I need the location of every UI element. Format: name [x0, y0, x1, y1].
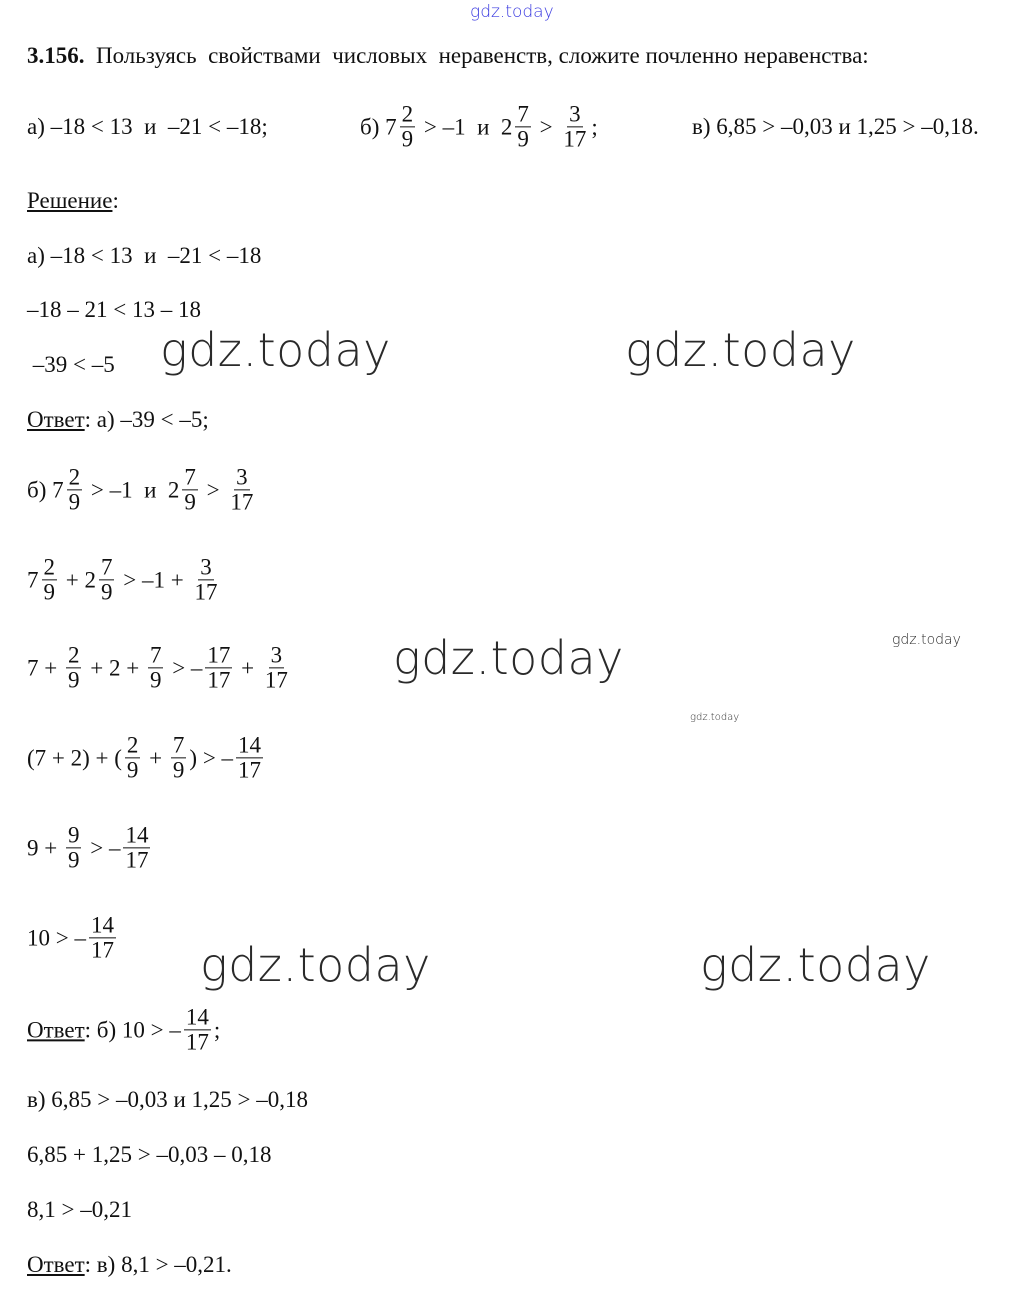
solution-line	[27, 352, 115, 378]
denominator: 17	[207, 667, 231, 693]
numerator: 7	[100, 554, 113, 580]
denominator: 17	[238, 757, 262, 783]
denominator: 9	[184, 489, 196, 515]
watermark: gdz.today	[625, 323, 856, 377]
denominator: 9	[517, 126, 529, 152]
denominator: 9	[67, 667, 80, 693]
solution-line	[27, 1005, 220, 1054]
math-text: ;	[591, 114, 598, 139]
watermark: gdz.today	[393, 631, 624, 685]
math-text: 8,1 > –0,21	[27, 1197, 132, 1222]
fraction	[67, 465, 83, 514]
solution-line	[27, 243, 261, 269]
math-text: +	[235, 655, 260, 680]
numerator: 7	[517, 101, 529, 127]
math-text: : в) 8,1 > –0,21.	[84, 1252, 232, 1277]
denominator: 17	[230, 489, 254, 515]
fraction	[42, 555, 58, 604]
fraction	[561, 102, 588, 151]
watermark-small: gdz.today	[690, 712, 740, 723]
watermark-top: gdz.today	[470, 2, 554, 22]
fraction	[123, 823, 150, 872]
numerator: 14	[90, 912, 114, 938]
math-text: 9 +	[27, 835, 63, 860]
math-text: > –1 +	[117, 567, 190, 592]
math-text: а) –18 < 13 и –21 < –18	[27, 243, 262, 268]
numerator: 7	[184, 464, 196, 490]
math-text: 6,85 + 1,25 > –0,03 – 0,18	[27, 1142, 272, 1167]
answer-label: Ответ	[27, 1017, 85, 1042]
numerator: 7	[172, 732, 185, 758]
numerator: 2	[68, 464, 81, 490]
math-text: 10 > –	[27, 925, 86, 950]
math-text: : а) –39 < –5;	[84, 407, 209, 432]
denominator: 17	[90, 937, 114, 963]
denominator: 17	[125, 847, 149, 873]
fraction	[263, 643, 290, 692]
fraction	[184, 1005, 211, 1054]
numerator: 7	[149, 642, 162, 668]
problem-header	[27, 43, 869, 69]
denominator: 17	[194, 579, 218, 605]
math-text: +	[143, 745, 168, 770]
math-text: Пользуясь свойствами числовых неравенств, сложите почленно неравенства:	[84, 43, 869, 68]
fraction	[236, 733, 263, 782]
math-text: >	[533, 114, 559, 139]
solution-line	[27, 1142, 271, 1168]
solution-line	[27, 555, 222, 604]
watermark: gdz.today	[700, 938, 931, 992]
denominator: 17	[185, 1029, 209, 1055]
numerator: 2	[67, 642, 80, 668]
math-text: > –	[84, 835, 121, 860]
denominator: 17	[264, 667, 288, 693]
fraction	[515, 102, 531, 151]
math-text: > –1 и 2	[85, 477, 180, 502]
solution-line	[27, 823, 153, 872]
numerator: 14	[238, 732, 262, 758]
denominator: 9	[401, 126, 414, 152]
math-text: >	[200, 477, 226, 502]
math-text: 3.156.	[27, 43, 85, 68]
math-text: в) 6,85 > –0,03 и 1,25 > –0,18.	[692, 114, 979, 139]
task-b	[360, 102, 598, 151]
solution-line	[27, 643, 293, 692]
watermark: gdz.today	[160, 323, 391, 377]
denominator: 17	[563, 126, 587, 152]
math-text: –39 < –5	[27, 352, 115, 377]
fraction	[400, 102, 416, 151]
fraction	[228, 465, 255, 514]
numerator: 3	[270, 642, 283, 668]
solution-line	[27, 297, 201, 323]
denominator: 9	[67, 847, 80, 873]
watermark-small: gdz.today	[892, 632, 961, 648]
math-text: ;	[213, 1017, 221, 1042]
math-text: ) > –	[189, 745, 234, 770]
answer-label: Ответ	[27, 407, 85, 432]
denominator: 9	[172, 757, 185, 783]
solution-line	[27, 1197, 132, 1223]
numerator: 3	[200, 554, 212, 580]
numerator: 14	[125, 822, 149, 848]
fraction	[205, 643, 232, 692]
fraction	[99, 555, 115, 604]
numerator: 3	[569, 101, 581, 127]
fraction	[66, 823, 82, 872]
fraction	[192, 555, 219, 604]
solution-line	[27, 733, 266, 782]
math-text: 7 +	[27, 655, 63, 680]
fraction	[66, 643, 82, 692]
numerator: 9	[67, 822, 80, 848]
math-text: + 2 +	[84, 655, 145, 680]
watermark: gdz.today	[200, 938, 431, 992]
math-text: > –	[166, 655, 203, 680]
task-a	[27, 114, 268, 140]
solution-line	[27, 188, 119, 214]
math-text: б) 7	[27, 477, 64, 502]
answer-label: Решение	[27, 188, 113, 213]
math-text: + 2	[60, 567, 96, 592]
numerator: 17	[207, 642, 231, 668]
answer-label: Ответ	[27, 1252, 85, 1277]
denominator: 9	[149, 667, 162, 693]
numerator: 2	[401, 101, 414, 127]
numerator: 2	[43, 554, 55, 580]
math-text: : б) 10 > –	[84, 1017, 181, 1042]
solution-line	[27, 1252, 232, 1278]
math-text: б) 7	[360, 114, 397, 139]
fraction	[89, 913, 116, 962]
denominator: 9	[126, 757, 139, 783]
math-text: в) 6,85 > –0,03 и 1,25 > –0,18	[27, 1087, 309, 1112]
math-text: :	[112, 188, 119, 213]
denominator: 9	[43, 579, 55, 605]
denominator: 9	[68, 489, 81, 515]
solution-line	[27, 465, 258, 514]
solution-line	[27, 1087, 308, 1113]
math-text: > –1 и 2	[418, 114, 513, 139]
math-text: (7 + 2) + (	[27, 745, 122, 770]
numerator: 3	[236, 464, 248, 490]
solution-line	[27, 913, 119, 962]
numerator: 2	[126, 732, 139, 758]
math-text: а) –18 < 13 и –21 < –18;	[27, 114, 268, 139]
numerator: 14	[185, 1004, 209, 1030]
math-text: 7	[27, 567, 39, 592]
fraction	[125, 733, 141, 782]
solution-line	[27, 407, 209, 433]
fraction	[171, 733, 187, 782]
fraction	[182, 465, 198, 514]
task-v	[692, 114, 979, 140]
fraction	[148, 643, 164, 692]
denominator: 9	[100, 579, 113, 605]
math-text: –18 – 21 < 13 – 18	[27, 297, 201, 322]
